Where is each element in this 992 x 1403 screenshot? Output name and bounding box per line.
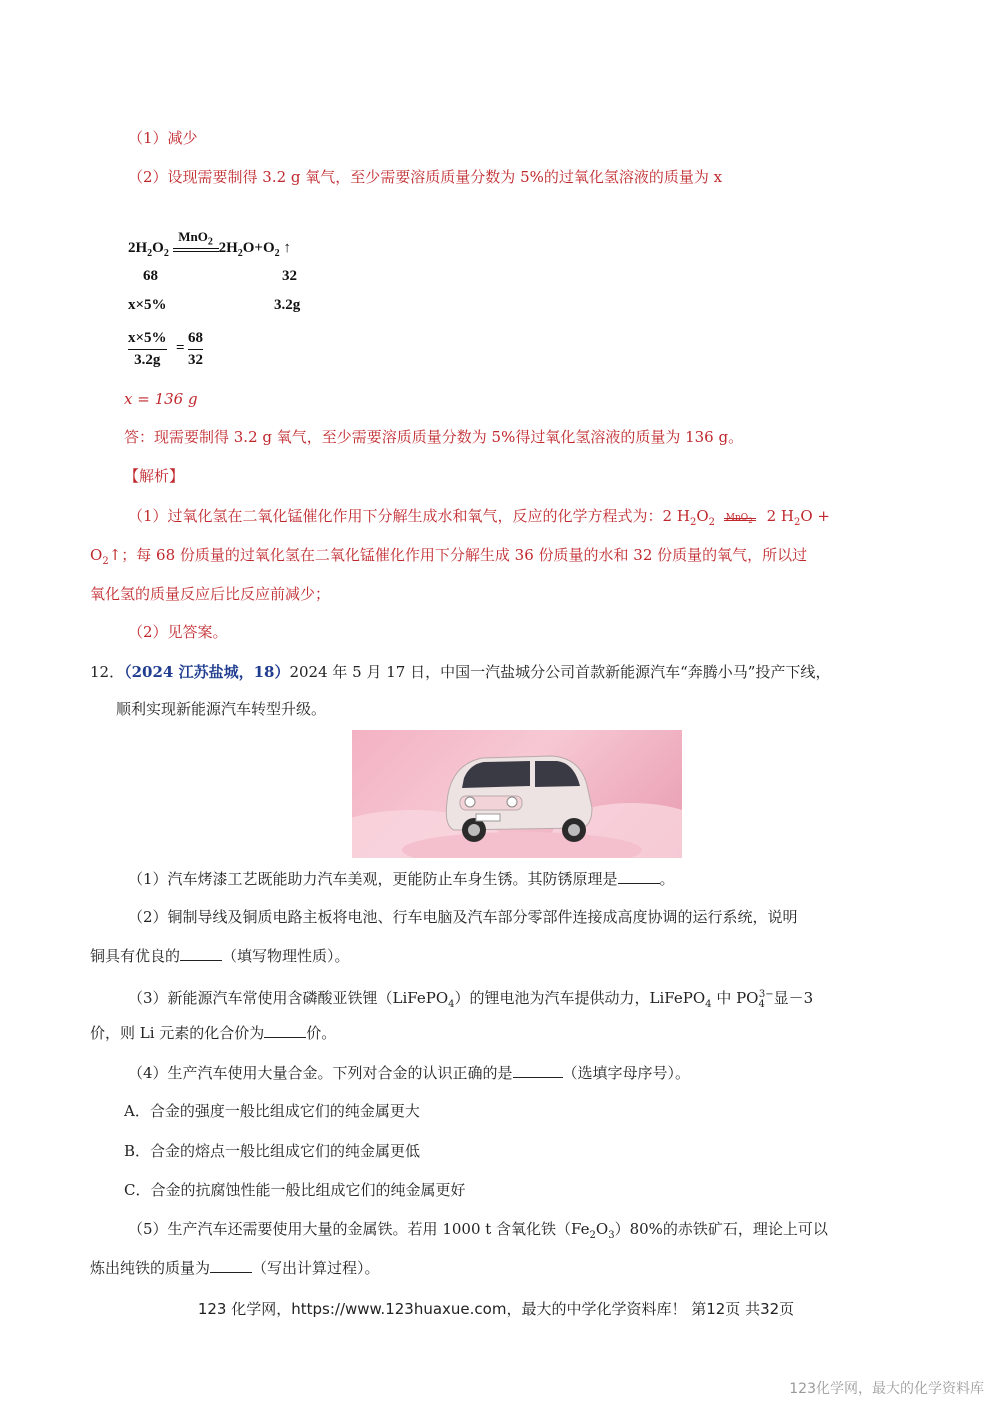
sub-question-3b: 价，则 Li 元素的化合价为 价。 — [90, 1024, 337, 1042]
var-1: x×5% — [128, 297, 167, 313]
sub-question-5b: 炼出纯铁的质量为 （写出计算过程）。 — [90, 1259, 380, 1277]
analysis-p1c: 氧化氢的质量反应后比反应前减少； — [90, 585, 331, 603]
sub-question-2b: 铜具有优良的 （填写物理性质）。 — [90, 947, 350, 965]
sub-question-5a: （5）生产汽车还需要使用大量的金属铁。若用 1000 t 含氧化铁$(Fe_2O_3)80\%$的赤铁矿石，理论上可以 — [128, 1220, 828, 1241]
answer-blank-3[interactable] — [264, 1023, 306, 1038]
sub-question-4: （4）生产汽车使用大量合金。下列对合金的认识正确的是 （选填字母序号）。 — [128, 1064, 691, 1082]
car-photo — [352, 730, 682, 858]
answer-blank-1[interactable] — [618, 869, 660, 884]
equals-sign: = — [176, 340, 185, 356]
analysis-p2: （2）见答案。 — [128, 623, 228, 641]
molar-mass-1: 68 — [143, 268, 158, 284]
molar-mass-2: 32 — [282, 268, 297, 284]
answer-blank-5[interactable] — [210, 1258, 252, 1273]
question-12-stem-2: 顺利实现新能源汽车转型升级。 — [116, 700, 327, 718]
result: x = 136 g — [124, 390, 198, 408]
sub-question-3a: （3）新能源汽车常使用含磷酸亚铁锂（LiFePO$_4$）的锂电池为汽车提供动力，LiFePO$_4$ 中 $PO_4^{3-}$显－3 — [128, 989, 814, 1010]
answer-blank-2[interactable] — [180, 946, 222, 961]
option-c: C．合金的抗腐蚀性能一般比组成它们的纯金属更好 — [124, 1181, 466, 1199]
question-12-stem: 12．（2024 江苏盐城，18）2024 年 5 月 17 日，中国一汽盐城分公司首款新能源汽车“奔腾小马”投产下线， — [90, 663, 831, 681]
analysis-p1a: （1）过氧化氢在二氧化锰催化作用下分解生成水和氧气，反应的化学方程式为：2 $H_2O_2$ MnO$_2$ 2 $H_2O$ + — [128, 506, 830, 533]
watermark: 123化学网，最大的化学资料库 — [789, 1381, 984, 1397]
question-source: （2024 江苏盐城，18） — [124, 663, 290, 681]
catalyst-label: MnO$_2$ — [178, 229, 213, 248]
analysis-p1b: $O_2↑$；每 68 份质量的过氧化氢在二氧化锰催化作用下分解生成 36 份质量的水和 32 份质量的氧气，所以过 — [90, 546, 808, 567]
chem-equation: $2H_2O_2$ MnO$_2$ $2H_2O+O_2$ ↑ — [128, 229, 291, 259]
catalyst-small: MnO$_2$ — [725, 513, 753, 525]
final-answer: 答：现需要制得 3.2 g 氧气，至少需要溶质质量分数为 5%得过氧化氢溶液的质量为 136 g。 — [124, 428, 744, 446]
fraction-right: 68 32 — [188, 330, 203, 368]
var-2: 3.2g — [274, 297, 301, 313]
page-footer: 123 化学网，https://www.123huaxue.com，最大的中学化学资料库！ 第12页 共32页 — [197, 1300, 795, 1318]
option-b: B．合金的熔点一般比组成它们的纯金属更低 — [124, 1142, 421, 1160]
option-a: A．合金的强度一般比组成它们的纯金属更大 — [124, 1102, 420, 1120]
answer-1: （1）减少 — [128, 129, 198, 147]
fraction-left: x×5% 3.2g — [128, 330, 167, 368]
answer-2: （2）设现需要制得 3.2 g 氧气，至少需要溶质质量分数为 5%的过氧化氢溶液的质量为 x — [128, 168, 723, 186]
analysis-heading: 【解析】 — [124, 467, 185, 485]
sub-question-2a: （2）铜制导线及铜质电路主板将电池、行车电脑及汽车部分零部件连接成高度协调的运行系统，说明 — [128, 908, 798, 926]
answer-blank-4[interactable] — [513, 1063, 563, 1078]
sub-question-1: （1）汽车烤漆工艺既能助力汽车美观，更能防止车身生锈。其防锈原理是 。 — [128, 870, 675, 888]
